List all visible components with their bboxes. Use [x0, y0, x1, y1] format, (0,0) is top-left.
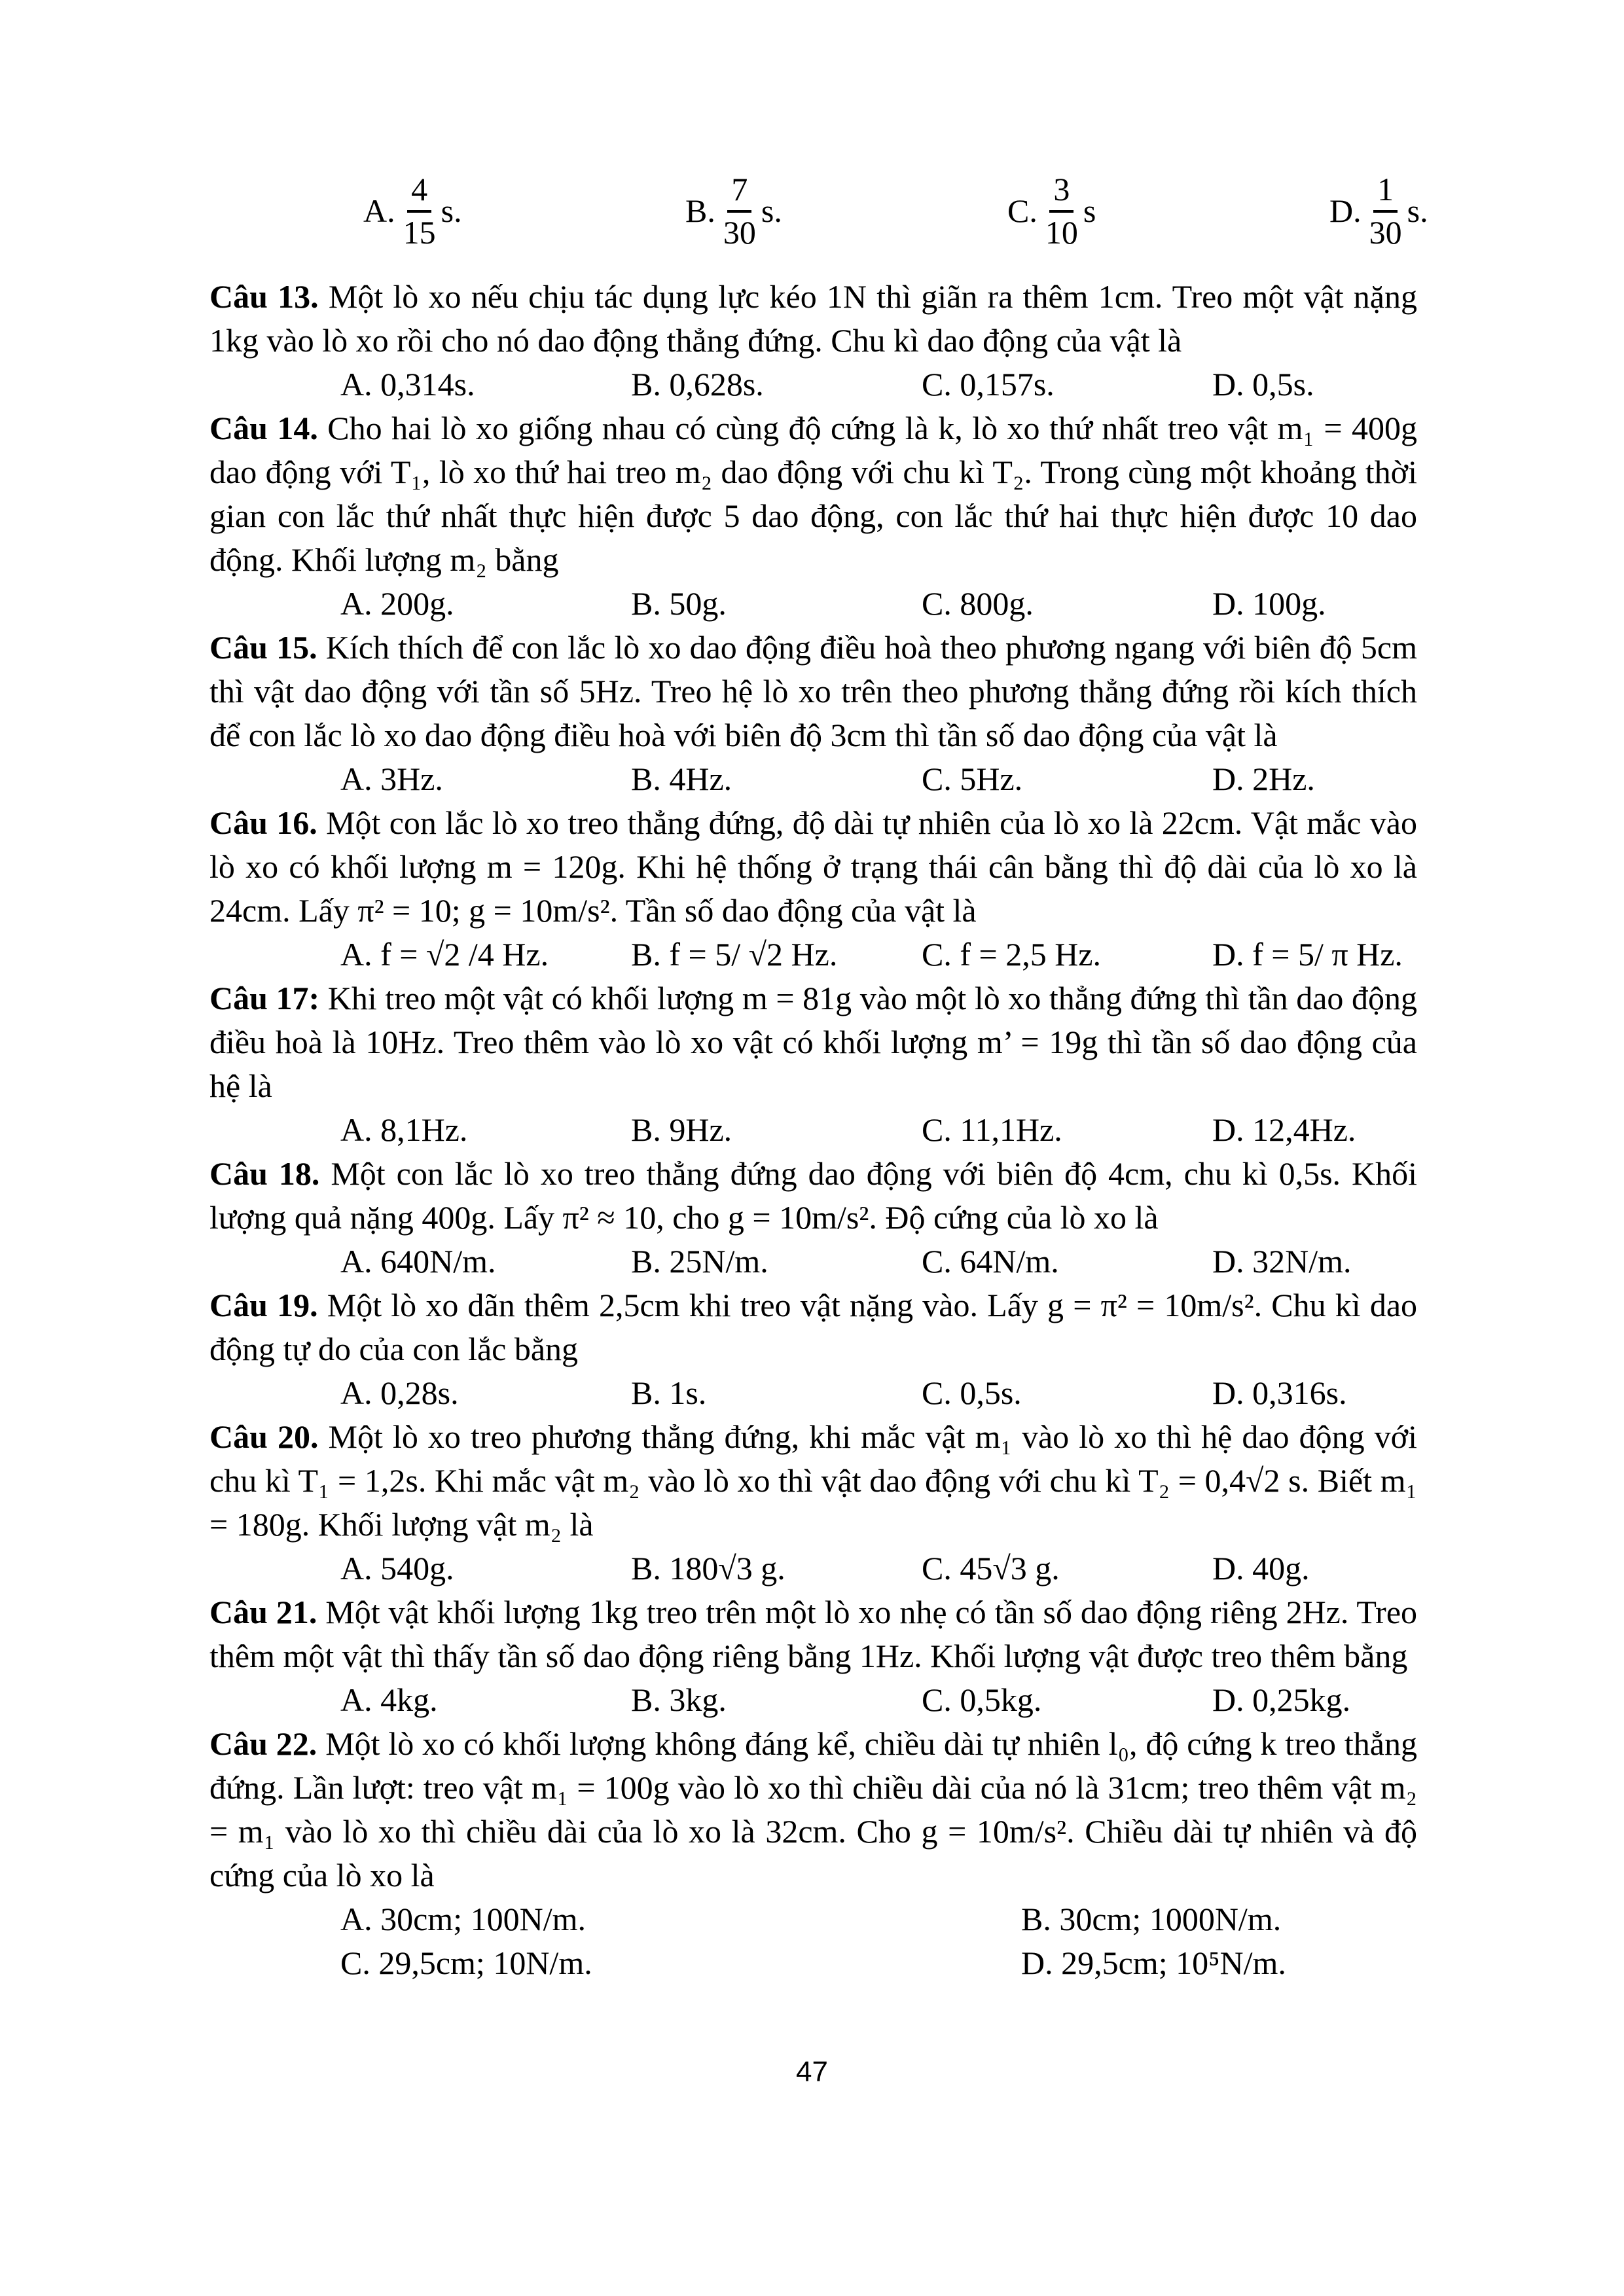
option-d: D. 0,25kg.: [1212, 1681, 1351, 1718]
option-a: A. 540g.: [340, 1550, 454, 1587]
question-17-text: Khi treo một vật có khối lượng m = 81g vào một lò xo thẳng đứng thì tần dao động điều hoà là 10Hz. Treo thêm vào lò xo vật có khối lượng m’ = 19g thì tần số dao động của hệ là: [209, 980, 1417, 1104]
option-a: A. 0,314s.: [340, 366, 475, 403]
fraction-numerator: 4: [407, 171, 431, 213]
question-16-label: Câu 16.: [209, 804, 317, 841]
option-label: A.: [363, 192, 395, 229]
question-14: [209, 406, 1417, 582]
option-d: D. 32N/m.: [1212, 1243, 1352, 1280]
option-d: D. 0,5s.: [1212, 366, 1314, 403]
fraction-denominator: 10: [1045, 213, 1078, 251]
option-unit: s: [1083, 192, 1096, 229]
question-12-options-row: [209, 147, 1428, 275]
fraction-numerator: 1: [1373, 171, 1398, 213]
question-15-options: [209, 757, 1417, 801]
question-15: [209, 626, 1417, 757]
fraction: [1045, 171, 1078, 251]
question-21-label: Câu 21.: [209, 1594, 317, 1630]
option-d: D. f = 5/ π Hz.: [1212, 936, 1403, 973]
option-a: A. 3Hz.: [340, 761, 443, 797]
question-22-options-row-1: [209, 1897, 1417, 1941]
option-c: C. 29,5cm; 10N/m.: [340, 1945, 592, 1981]
question-21-options: [209, 1678, 1417, 1722]
option-c: C. 0,157s.: [922, 366, 1055, 403]
option-b: B. 3kg.: [631, 1681, 727, 1718]
option-d: [1329, 171, 1428, 251]
option-d: D. 29,5cm; 10⁵N/m.: [1021, 1945, 1286, 1981]
question-17-options: [209, 1108, 1417, 1152]
question-18: [209, 1152, 1417, 1240]
option-b: B. 180√3 g.: [631, 1550, 785, 1587]
option-a: A. 640N/m.: [340, 1243, 496, 1280]
document-content: [209, 147, 1428, 1985]
question-18-label: Câu 18.: [209, 1155, 320, 1192]
question-19-options: [209, 1371, 1417, 1415]
option-d: D. 0,316s.: [1212, 1374, 1347, 1411]
question-21: [209, 1590, 1417, 1678]
option-c: C. 5Hz.: [922, 761, 1023, 797]
option-c: C. 800g.: [922, 585, 1034, 622]
option-label: B.: [685, 192, 715, 229]
option-a: A. f = √2 /4 Hz.: [340, 936, 549, 973]
fraction-denominator: 15: [403, 213, 436, 251]
option-a: [363, 171, 685, 251]
option-d: D. 12,4Hz.: [1212, 1111, 1356, 1148]
option-unit: s.: [441, 192, 462, 229]
question-20-options: [209, 1547, 1417, 1590]
option-b: B. 4Hz.: [631, 761, 732, 797]
question-14-label: Câu 14.: [209, 410, 318, 446]
option-d: D. 40g.: [1212, 1550, 1310, 1587]
fraction-denominator: 30: [1369, 213, 1402, 251]
question-22-options-row-2: [209, 1941, 1417, 1985]
fraction-numerator: 3: [1049, 171, 1074, 213]
question-18-text: Một con lắc lò xo treo thẳng đứng dao động với biên độ 4cm, chu kì 0,5s. Khối lượng quả nặng 400g. Lấy π² ≈ 10, cho g = 10m/s². Độ cứng của lò xo là: [209, 1155, 1417, 1236]
option-a: A. 8,1Hz.: [340, 1111, 468, 1148]
option-b: B. 25N/m.: [631, 1243, 768, 1280]
option-d: D. 2Hz.: [1212, 761, 1315, 797]
question-20-text: Một lò xo treo phương thẳng đứng, khi mắc vật m₁ vào lò xo thì hệ dao động với chu kì T₁ = 1,2s. Khi mắc vật m₂ vào lò xo thì vật dao động với chu kì T₂ = 0,4√2 s. Biết m₁ = 180g. Khối lượng vật m₂ là: [209, 1418, 1418, 1543]
question-13: [209, 275, 1417, 363]
question-20: [209, 1415, 1417, 1547]
option-b: B. 9Hz.: [631, 1111, 732, 1148]
option-b: [685, 171, 1007, 251]
question-16-options: [209, 933, 1417, 977]
option-label: C.: [1007, 192, 1038, 229]
option-a: A. 200g.: [340, 585, 454, 622]
question-17-label: Câu 17:: [209, 980, 320, 1016]
question-21-text: Một vật khối lượng 1kg treo trên một lò xo nhẹ có tần số dao động riêng 2Hz. Treo thêm một vật thì thấy tần số dao động riêng bằng 1Hz. Khối lượng vật được treo thêm bằng: [209, 1594, 1418, 1674]
option-a: A. 0,28s.: [340, 1374, 459, 1411]
question-16: [209, 801, 1417, 933]
fraction: [403, 171, 436, 251]
option-c: C. 45√3 g.: [922, 1550, 1060, 1587]
option-label: D.: [1329, 192, 1362, 229]
option-d: D. 100g.: [1212, 585, 1326, 622]
option-unit: s.: [1407, 192, 1428, 229]
question-17: [209, 977, 1417, 1108]
option-c: [1007, 171, 1329, 251]
option-a: A. 4kg.: [340, 1681, 438, 1718]
question-15-label: Câu 15.: [209, 629, 317, 666]
fraction: [723, 171, 756, 251]
fraction-denominator: 30: [723, 213, 756, 251]
question-14-text: Cho hai lò xo giống nhau có cùng độ cứng là k, lò xo thứ nhất treo vật m₁ = 400g dao động với T₁, lò xo thứ hai treo m₂ dao động với chu kì T₂. Trong cùng một khoảng thời gian con lắc thứ nhất thực hiện được 5 dao động, con lắc thứ hai thực hiện được 10 dao động. Khối lượng m₂ bằng: [209, 410, 1417, 578]
question-13-text: Một lò xo nếu chịu tác dụng lực kéo 1N thì giãn ra thêm 1cm. Treo một vật nặng 1kg vào lò xo rồi cho nó dao động thẳng đứng. Chu kì dao động của vật là: [209, 278, 1418, 359]
option-b: B. 30cm; 1000N/m.: [1021, 1901, 1282, 1937]
question-18-options: [209, 1240, 1417, 1283]
question-20-label: Câu 20.: [209, 1418, 319, 1455]
fraction: [1369, 171, 1402, 251]
question-22: [209, 1722, 1417, 1897]
question-14-options: [209, 582, 1417, 626]
question-19-label: Câu 19.: [209, 1287, 318, 1323]
option-c: C. 64N/m.: [922, 1243, 1059, 1280]
fraction-numerator: 7: [727, 171, 751, 213]
option-b: B. f = 5/ √2 Hz.: [631, 936, 838, 973]
option-c: C. f = 2,5 Hz.: [922, 936, 1101, 973]
option-b: B. 0,628s.: [631, 366, 764, 403]
page-number: 47: [796, 2056, 828, 2088]
question-19: [209, 1283, 1417, 1371]
question-13-options: [209, 363, 1417, 406]
question-19-text: Một lò xo dãn thêm 2,5cm khi treo vật nặng vào. Lấy g = π² = 10m/s². Chu kì dao động tự do của con lắc bằng: [209, 1287, 1418, 1367]
question-22-label: Câu 22.: [209, 1725, 317, 1762]
option-a: A. 30cm; 100N/m.: [340, 1901, 586, 1937]
option-c: C. 0,5kg.: [922, 1681, 1042, 1718]
question-15-text: Kích thích để con lắc lò xo dao động điều hoà theo phương ngang với biên độ 5cm thì vật dao động với tần số 5Hz. Treo hệ lò xo trên theo phương thẳng đứng rồi kích thích để con lắc lò xo dao động điều hoà với biên độ 3cm thì tần số dao động của vật là: [209, 629, 1417, 753]
question-22-text: Một lò xo có khối lượng không đáng kể, chiều dài tự nhiên l₀, độ cứng k treo thẳng đứng. Lần lượt: treo vật m₁ = 100g vào lò xo thì chiều dài của nó là 31cm; treo thêm vật m₂ = m₁ vào lò xo thì chiều dài của lò xo là 32cm. Cho g = 10m/s². Chiều dài tự nhiên và độ cứng của lò xo là: [209, 1725, 1418, 1893]
question-13-label: Câu 13.: [209, 278, 319, 315]
option-c: C. 11,1Hz.: [922, 1111, 1062, 1148]
option-unit: s.: [761, 192, 782, 229]
option-c: C. 0,5s.: [922, 1374, 1022, 1411]
question-16-text: Một con lắc lò xo treo thẳng đứng, độ dài tự nhiên của lò xo là 22cm. Vật mắc vào lò xo có khối lượng m = 120g. Khi hệ thống ở trạng thái cân bằng thì độ dài của lò xo là 24cm. Lấy π² = 10; g = 10m/s². Tần số dao động của vật là: [209, 804, 1418, 929]
option-b: B. 50g.: [631, 585, 727, 622]
option-b: B. 1s.: [631, 1374, 707, 1411]
